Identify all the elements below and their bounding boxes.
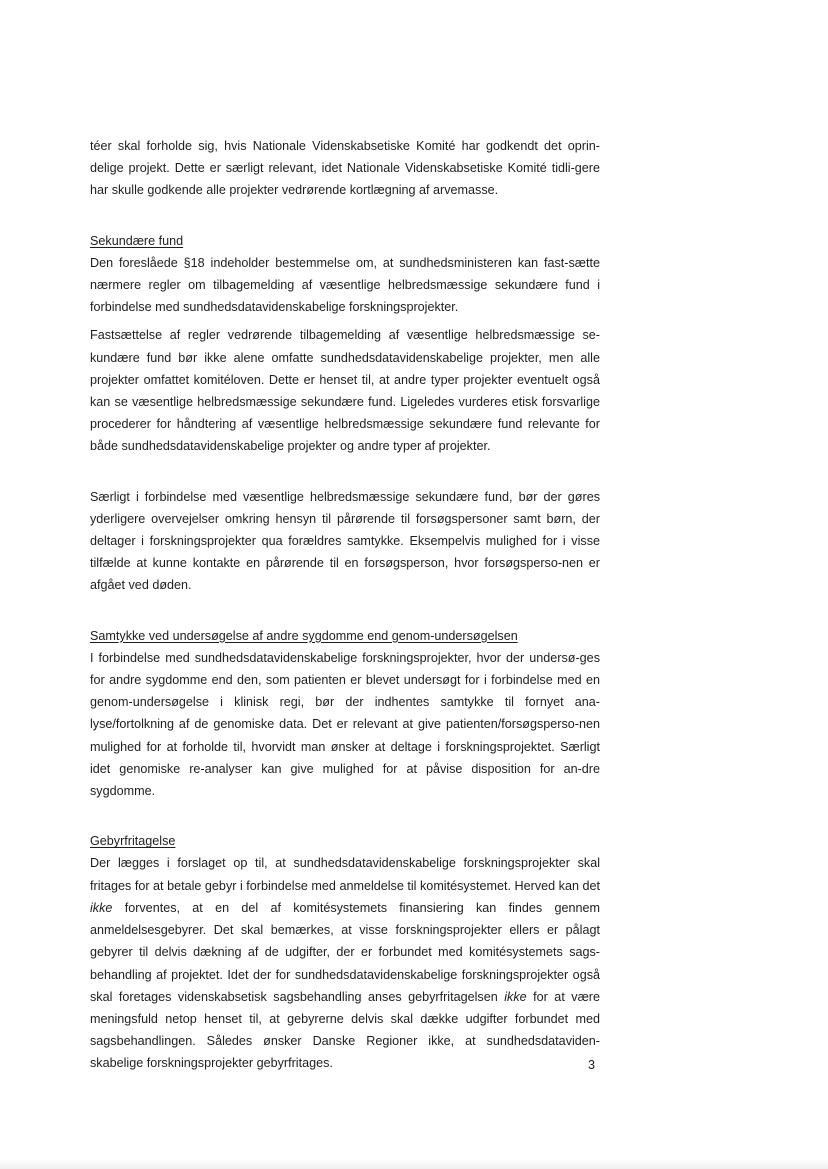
section-heading-samtykke: Samtykke ved undersøgelse af andre sygdomme end genom-undersøgelsen (90, 628, 518, 643)
section-heading-gebyrfritagelse: Gebyrfritagelse (90, 834, 176, 849)
gebyr-emphasis-2: ikke (504, 989, 527, 1004)
gebyrfritagelse-paragraph-1 (90, 852, 600, 1074)
gebyr-emphasis-1: ikke (90, 900, 113, 915)
samtykke-paragraph-1: I forbindelse med sundhedsdatavidenskabelige forskningsprojekter, hvor der undersø-ges for andre sygdomme end den, som patienten er blevet undersøgt for i forbindelse med en genom-undersøgelse i klinisk regi, bør der indhentes samtykke til fornyet ana-lyse/fortolkning af de genomiske data. Det er relevant at give patienten/forsøgsperso-nen mulighed for at forholde til, hvorvidt man ønsker at deltage i forskningsprojektet. Særligt idet genomiske re-analyser kan give mulighed for at påvise disposition for an-dre sygdomme. (90, 650, 600, 799)
intro-paragraph: téer skal forholde sig, hvis Nationale Videnskabsetiske Komité har godkendt det oprin-delige projekt. Dette er særligt relevant, idet Nationale Videnskabsetiske Komité tidli-gere har skulle godkende alle projekter vedrørende kortlægning af arvemasse. (90, 139, 600, 198)
section-heading-sekundaere-fund: Sekundære fund (90, 233, 184, 248)
page-body (90, 135, 600, 1075)
scan-edge-shade (0, 1159, 828, 1169)
gebyr-text-c: for at være meningsfuld netop henset til, at gebyrerne delvis skal dække udgifter forbundet med sagsbehandlingen. Således ønsker Danske Regioner ikke, at sundhedsdataviden-skabelige forskningsprojekter gebyrfritages. (90, 989, 600, 1071)
sekundaere-fund-paragraph-1: Den foreslåede §18 indeholder bestemmelse om, at sundhedsministeren kan fast-sætte nærmere regler om tilbagemelding af væsentlige helbredsmæssige sekundære fund i forbindelse med sundhedsdatavidenskabelige forskningsprojekter. (90, 255, 600, 315)
sekundaere-fund-paragraph-3: Særligt i forbindelse med væsentlige helbredsmæssige sekundære fund, bør der gøres yderligere overvejelser omkring hensyn til pårørende til forsøgspersoner samt børn, der deltager i forskningsprojekter qua forældres samtykke. Eksempelvis mulighed for i visse tilfælde at kunne kontakte en pårørende til en forsøgsperson, hvor forsøgsperso-nen er afgået ved døden. (90, 489, 600, 593)
section-samtykke (90, 625, 600, 803)
gebyr-text-a: Der lægges i forslaget op til, at sundhedsdatavidenskabelige forskningsprojekter skal fritages for at betale gebyr i forbindelse med anmeldelse til komitésystemet. Herved kan det (90, 856, 600, 893)
section-gebyrfritagelse (90, 830, 600, 1074)
sekundaere-fund-paragraph-2: Fastsættelse af regler vedrørende tilbagemelding af væsentlige helbredsmæssige se-kundære fund bør ikke alene omfatte sundhedsdatavidenskabelige projekter, men alle projekter omfattet komitéloven. Dette er henset til, at andre typer projekter eventuelt også kan se væsentlige helbredsmæssige sekundære fund. Ligeledes vurderes etisk forsvarlige procederer for håndtering af væsentlige helbredsmæssige sekundære fund relevante for både sundhedsdatavidenskabelige projekter og andre typer af projekter. (90, 328, 600, 454)
section-sekundaere-fund (90, 230, 600, 597)
page-number: 3 (588, 1058, 596, 1072)
gebyr-text-b: forventes, at en del af komitésystemets finansiering kan findes gennem anmeldelsesgebyrer. Det skal bemærkes, at visse forskningsprojekter ellers er pålagt gebyrer til delvis dækning af de udgifter, der er forbundet med komitésystemets sags-behandling af projektet. Idet der for sundhedsdatavidenskabelige forskningsprojekter også skal foretages videnskabsetisk sagsbehandling anses gebyrfritagelsen (90, 900, 600, 1004)
